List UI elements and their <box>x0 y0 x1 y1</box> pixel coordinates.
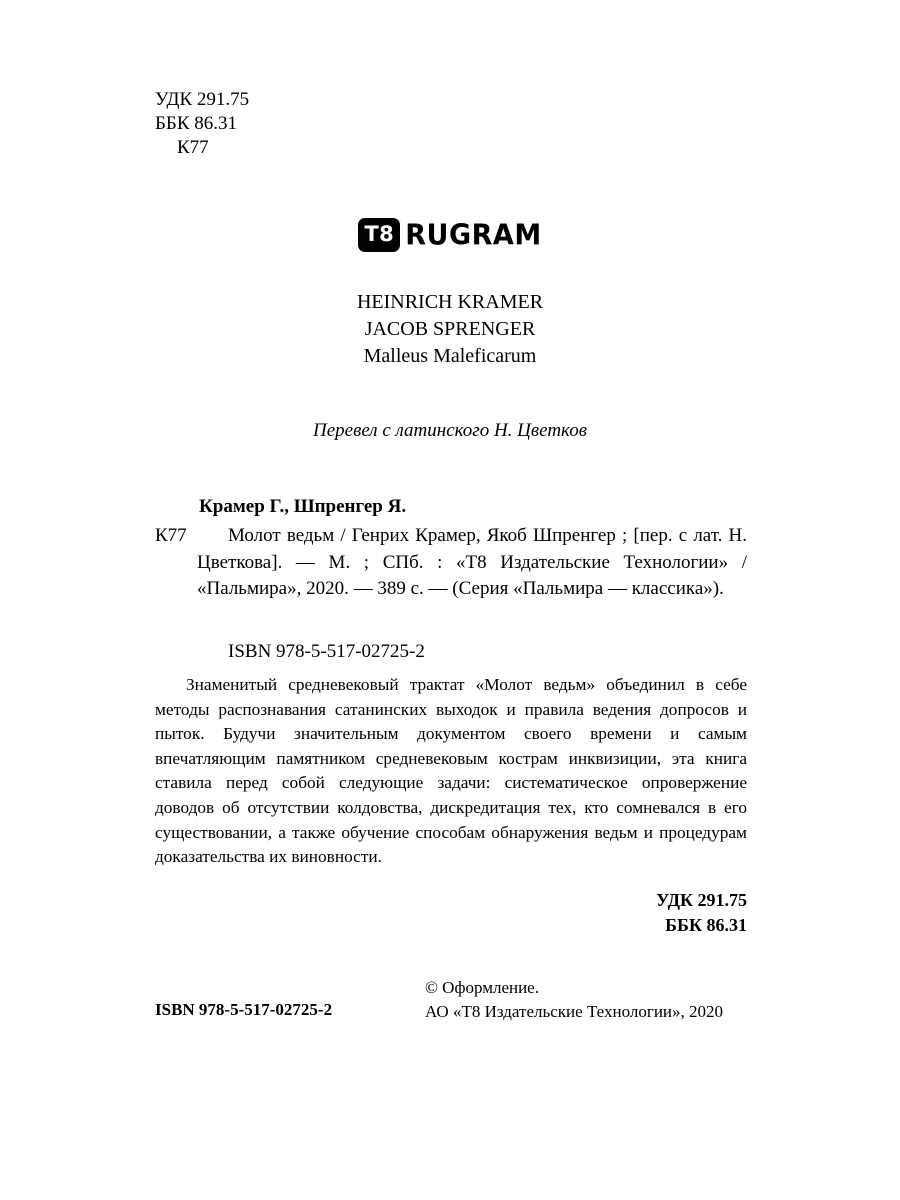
bbk-code: ББК 86.31 <box>155 113 237 134</box>
catalog-entry-text: Молот ведьм / Генрих Крамер, Якоб Шпренгер ; [пер. с лат. Н. Цветкова]. — М. ; СПб. : «Т8 Издательские Технологии» / «Пальмира», 2020. — 389 с. — (Серия «Пальмира — классика»). <box>197 525 747 599</box>
catalog-isbn: ISBN 978-5-517-02725-2 <box>228 641 425 662</box>
catalog-k-index: К77 <box>155 525 187 546</box>
translator-credit: Перевел с латинского Н. Цветков <box>313 420 587 441</box>
t8-logo-mark: T8 <box>358 218 400 252</box>
bbk-code-right: ББК 86.31 <box>665 915 747 935</box>
copyright-line-1: © Оформление. <box>425 978 539 997</box>
rugram-logo-text: RUGRAM <box>405 218 542 252</box>
annotation-text: Знаменитый средневековый трактат «Молот ведьм» объединил в себе методы распознавания сатанинских выходок и правила ведения допросов и пыток. Будучи значительным документом своего времени и самым впечатляющим памятником средневековым кострам инквизиции, эта книга ставила перед собой следующие задачи: систематическое опровержение доводов об отсутствии колдовства, дискредитация тех, кто сомневался в его существовании, а также обучение способам обнаружения ведьм и процедурам доказательства их виновности. <box>155 675 747 867</box>
title-block <box>0 289 900 370</box>
catalog-authors: Крамер Г., Шпренгер Я. <box>199 496 407 517</box>
copyright-block <box>425 976 723 1024</box>
udk-code: УДК 291.75 <box>155 89 250 110</box>
author-name-2: JACOB SPRENGER <box>364 318 536 340</box>
publisher-logo <box>0 218 900 252</box>
copyright-line-2: АО «Т8 Издательские Технологии», 2020 <box>425 1002 724 1021</box>
catalog-codes-right <box>656 888 747 938</box>
catalog-entry <box>155 523 747 603</box>
book-title-latin: Malleus Maleficarum <box>363 345 537 367</box>
catalog-codes-top <box>155 88 249 160</box>
t8-rugram-logo <box>358 218 541 252</box>
udk-code-right: УДК 291.75 <box>656 890 747 910</box>
author-name-1: HEINRICH KRAMER <box>356 291 544 313</box>
author-sign-code: К77 <box>177 137 209 158</box>
footer-isbn: ISBN 978-5-517-02725-2 <box>155 1000 333 1019</box>
